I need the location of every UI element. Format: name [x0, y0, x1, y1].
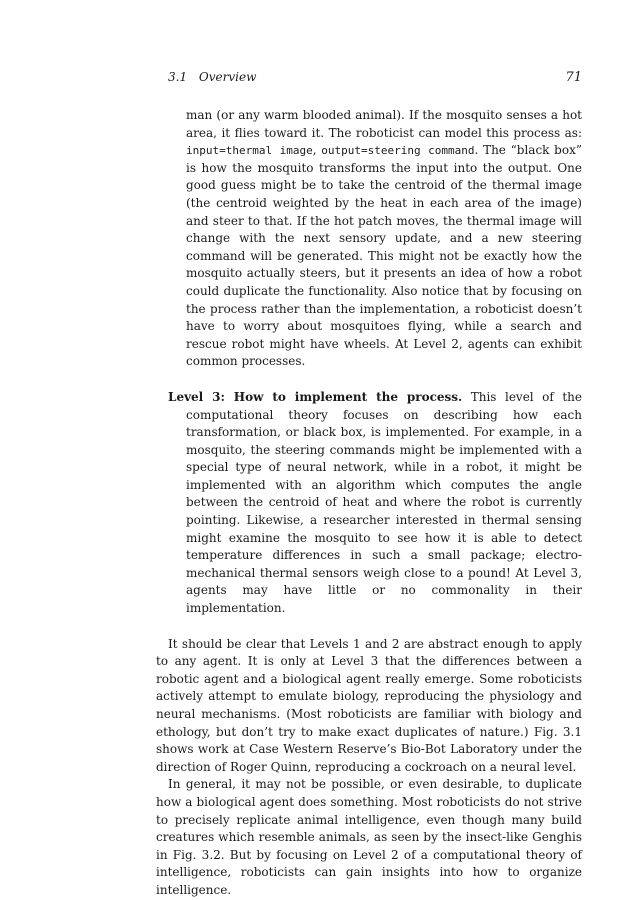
paragraph-levels-abstract: It should be clear that Levels 1 and 2 are abstract enough to apply to any agent. It is only at Level 3 that the differences between a robotic agent and a biological agent really emerge. Some roboticists actively attempt to emulate biology, reproducing the physiology and neural mechanisms. (Most roboticists are familiar with biology and ethology, but don’t try to make exact duplicates of nature.) Fig. 3.1 shows work at Case Western Reserve’s Bio-Bot Laboratory under the direction of Roger Quinn, reproducing a cockroach on a neural level.: [156, 636, 582, 774]
level3-item: [168, 389, 582, 618]
level3-heading: Level 3: How to implement the process.: [168, 389, 463, 404]
code-output: output=steering command: [321, 144, 475, 158]
level3-text: This level of the computational theory focuses on describing how each transformation, or black box, is implemented. For example, in a mosquito, the steering commands might be implemented with a special type of neural network, while in a robot, it might be implemented with an algorithm which computes the angle between the centroid of heat and where the robot is currently pointing. Likewise, a researcher interested in thermal sensing might examine the mosquito to see how it is able to detect temperature differences in such a small package; electro-mechanical thermal sensors weigh close to a pound! At Level 3, agents may have little or no commonality in their implementation.: [186, 389, 582, 616]
section-title: Overview: [198, 70, 257, 84]
page-number: 71: [565, 70, 582, 85]
continuation-text-1: man (or any warm blooded animal). If the mosquito senses a hot area, it flies toward it. The roboticist can model this process as:: [186, 108, 582, 140]
code-input: input=thermal image: [186, 144, 313, 158]
code-separator: ,: [312, 143, 322, 158]
body-text: [156, 107, 582, 900]
paragraph-in-general: In general, it may not be possible, or even desirable, to duplicate how a biological agent does something. Most roboticists do not strive to precisely replicate animal intelligence, even though many build creatures which resemble animals, as seen by the insect-like Genghis in Fig. 3.2. But by focusing on Level 2 of a computational theory of intelligence, roboticists can gain insights into how to organize intelligence.: [156, 777, 582, 897]
section-number: 3.1: [168, 70, 188, 84]
continuation-text-2: . The “black box” is how the mosquito transforms the input into the output. One good guess might be to take the centroid of the thermal image (the centroid weighted by the heat in each area of the image) and steer to that. If the hot patch moves, the thermal image will change with the next sensory update, and a new steering command will be generated. This might not be exactly how the mosquito actually steers, but it presents an idea of how a robot could duplicate the functionality. Also notice that by focusing on the process rather than the implementation, a roboticist doesn’t have to worry about mosquitoes flying, while a search and rescue robot might have wheels. At Level 2, agents can exhibit common processes.: [186, 143, 582, 369]
running-head: [168, 70, 582, 88]
level2-continuation: [168, 107, 582, 371]
